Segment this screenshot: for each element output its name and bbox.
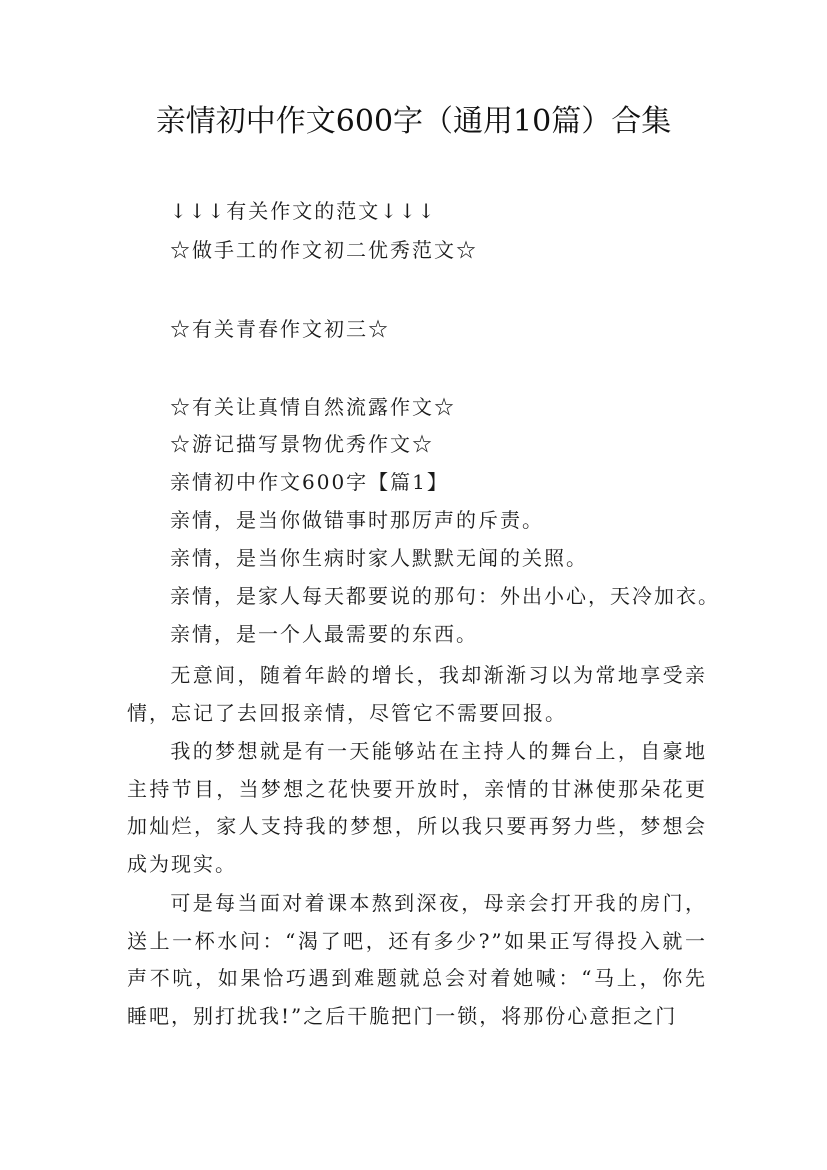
link-true-feelings-essay[interactable]: ☆有关让真情自然流露作文☆: [170, 395, 456, 419]
paragraph: [127, 733, 707, 883]
paragraph: [127, 657, 707, 732]
text-line: 亲情，是家人每天都要说的那句：外出小心，天冷加衣。: [170, 584, 720, 608]
text-line: 亲情，是当你做错事时那厉声的斥责。: [170, 508, 544, 532]
link-related-essays[interactable]: ↓↓↓有关作文的范文↓↓↓: [170, 199, 437, 223]
paragraph: [127, 885, 707, 1035]
text-line: 亲情，是当你生病时家人默默无闻的关照。: [170, 546, 588, 570]
document-title: 亲情初中作文600字（通用10篇）合集: [155, 104, 672, 139]
paragraph-text: 无意间，随着年龄的增长，我却渐渐习以为常地享受亲情，忘记了去回报亲情，尽管它不需要回报。: [127, 663, 707, 725]
link-handicraft-essay[interactable]: ☆做手工的作文初二优秀范文☆: [170, 238, 478, 262]
link-travel-essay[interactable]: ☆游记描写景物优秀作文☆: [170, 432, 434, 456]
section-heading: 亲情初中作文600字【篇1】: [170, 470, 449, 494]
link-youth-essay[interactable]: ☆有关青春作文初三☆: [170, 317, 390, 341]
text-line: 亲情，是一个人最需要的东西。: [170, 622, 478, 646]
paragraph-text: 我的梦想就是有一天能够站在主持人的舞台上，自豪地主持节目，当梦想之花快要开放时，亲情的甘淋使那朵花更加灿烂，家人支持我的梦想，所以我只要再努力些，梦想会成为现实。: [127, 739, 707, 876]
paragraph-text: 可是每当面对着课本熬到深夜，母亲会打开我的房门，送上一杯水问：“渴了吧，还有多少?”如果正写得投入就一声不吭，如果恰巧遇到难题就总会对着她喊：“马上，你先睡吧，别打扰我!”之后干脆把门一锁，将那份心意拒之门: [127, 891, 707, 1028]
